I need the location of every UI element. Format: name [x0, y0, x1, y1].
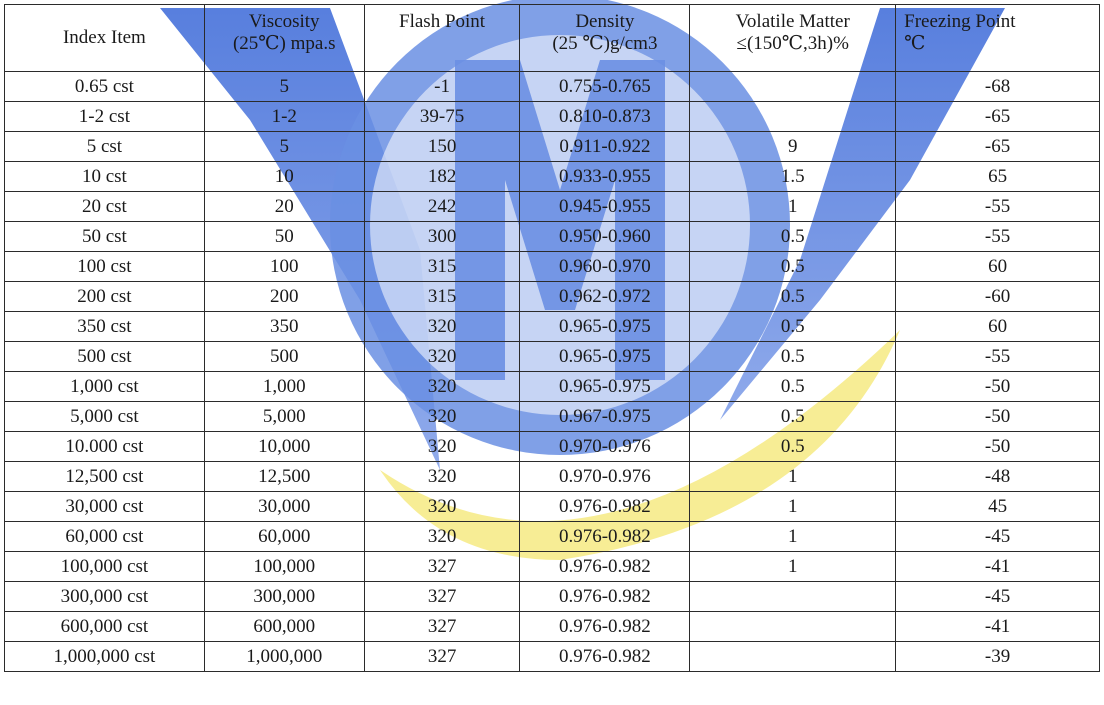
cell-index-item: 1-2 cst — [5, 102, 205, 132]
cell-index-item: 60,000 cst — [5, 522, 205, 552]
header-viscosity — [204, 5, 364, 72]
cell-viscosity: 20 — [204, 192, 364, 222]
cell-volatile-matter: 0.5 — [690, 252, 896, 282]
cell-viscosity: 12,500 — [204, 462, 364, 492]
cell-volatile-matter — [690, 612, 896, 642]
cell-freezing-point: -68 — [896, 72, 1100, 102]
cell-volatile-matter: 1 — [690, 522, 896, 552]
cell-flash-point: 315 — [364, 252, 520, 282]
cell-volatile-matter: 1 — [690, 492, 896, 522]
cell-viscosity: 5 — [204, 72, 364, 102]
table-row — [5, 72, 1100, 102]
header-index-item — [5, 5, 205, 72]
cell-viscosity: 60,000 — [204, 522, 364, 552]
cell-volatile-matter: 0.5 — [690, 372, 896, 402]
cell-flash-point: 320 — [364, 402, 520, 432]
cell-index-item: 12,500 cst — [5, 462, 205, 492]
cell-volatile-matter: 0.5 — [690, 222, 896, 252]
cell-index-item: 500 cst — [5, 342, 205, 372]
cell-index-item: 5 cst — [5, 132, 205, 162]
cell-density: 0.970-0.976 — [520, 462, 690, 492]
cell-index-item: 600,000 cst — [5, 612, 205, 642]
cell-flash-point: 320 — [364, 342, 520, 372]
cell-flash-point: 300 — [364, 222, 520, 252]
cell-index-item: 50 cst — [5, 222, 205, 252]
cell-density: 0.976-0.982 — [520, 492, 690, 522]
table-row — [5, 222, 1100, 252]
cell-index-item: 200 cst — [5, 282, 205, 312]
table-row — [5, 162, 1100, 192]
table-row — [5, 552, 1100, 582]
cell-index-item: 5,000 cst — [5, 402, 205, 432]
table-row — [5, 252, 1100, 282]
cell-viscosity: 50 — [204, 222, 364, 252]
cell-freezing-point: 60 — [896, 312, 1100, 342]
cell-index-item: 0.65 cst — [5, 72, 205, 102]
header-density-line2: (25 ℃)g/cm3 — [552, 33, 658, 54]
cell-density: 0.967-0.975 — [520, 402, 690, 432]
table-row — [5, 522, 1100, 552]
cell-density: 0.976-0.982 — [520, 582, 690, 612]
cell-volatile-matter — [690, 642, 896, 672]
table-row — [5, 492, 1100, 522]
cell-freezing-point: -41 — [896, 612, 1100, 642]
table-row — [5, 372, 1100, 402]
cell-viscosity: 350 — [204, 312, 364, 342]
cell-density: 0.950-0.960 — [520, 222, 690, 252]
cell-viscosity: 600,000 — [204, 612, 364, 642]
cell-viscosity: 200 — [204, 282, 364, 312]
cell-viscosity: 100 — [204, 252, 364, 282]
cell-density: 0.970-0.976 — [520, 432, 690, 462]
cell-index-item: 1,000,000 cst — [5, 642, 205, 672]
header-density-line1: Density — [575, 11, 635, 32]
cell-flash-point: 320 — [364, 462, 520, 492]
header-viscosity-line2: (25℃) mpa.s — [232, 33, 336, 54]
table-row — [5, 312, 1100, 342]
table-row — [5, 432, 1100, 462]
cell-volatile-matter — [690, 102, 896, 132]
cell-freezing-point: -55 — [896, 192, 1100, 222]
cell-freezing-point: 60 — [896, 252, 1100, 282]
header-index-item-label: Index Item — [62, 27, 146, 48]
header-volatile-line1: Volatile Matter — [735, 11, 850, 32]
cell-volatile-matter: 0.5 — [690, 282, 896, 312]
header-viscosity-line1: Viscosity — [248, 11, 320, 32]
cell-flash-point: 182 — [364, 162, 520, 192]
cell-density: 0.945-0.955 — [520, 192, 690, 222]
cell-freezing-point: -60 — [896, 282, 1100, 312]
header-row — [5, 5, 1100, 72]
cell-flash-point: 327 — [364, 552, 520, 582]
cell-viscosity: 1,000 — [204, 372, 364, 402]
cell-viscosity: 10,000 — [204, 432, 364, 462]
cell-volatile-matter: 1.5 — [690, 162, 896, 192]
cell-density: 0.965-0.975 — [520, 312, 690, 342]
cell-freezing-point: -65 — [896, 132, 1100, 162]
cell-viscosity: 1-2 — [204, 102, 364, 132]
cell-density: 0.755-0.765 — [520, 72, 690, 102]
cell-freezing-point: -45 — [896, 522, 1100, 552]
table-row — [5, 342, 1100, 372]
table-body — [5, 72, 1100, 672]
cell-viscosity: 5,000 — [204, 402, 364, 432]
cell-index-item: 100 cst — [5, 252, 205, 282]
header-flash-point — [364, 5, 520, 72]
cell-freezing-point: 45 — [896, 492, 1100, 522]
header-freezing-point — [896, 5, 1100, 72]
cell-volatile-matter — [690, 582, 896, 612]
cell-freezing-point: 65 — [896, 162, 1100, 192]
cell-volatile-matter: 0.5 — [690, 432, 896, 462]
cell-viscosity: 5 — [204, 132, 364, 162]
table-row — [5, 462, 1100, 492]
cell-density: 0.810-0.873 — [520, 102, 690, 132]
cell-viscosity: 100,000 — [204, 552, 364, 582]
cell-flash-point: 327 — [364, 612, 520, 642]
cell-flash-point: 320 — [364, 432, 520, 462]
cell-density: 0.965-0.975 — [520, 342, 690, 372]
header-freezing-line2: ℃ — [904, 33, 926, 54]
cell-freezing-point: -39 — [896, 642, 1100, 672]
table-row — [5, 642, 1100, 672]
cell-flash-point: 315 — [364, 282, 520, 312]
cell-freezing-point: -50 — [896, 402, 1100, 432]
table-row — [5, 192, 1100, 222]
specification-table — [4, 4, 1100, 672]
cell-index-item: 300,000 cst — [5, 582, 205, 612]
cell-flash-point: 320 — [364, 372, 520, 402]
cell-volatile-matter: 0.5 — [690, 342, 896, 372]
cell-density: 0.960-0.970 — [520, 252, 690, 282]
header-volatile-matter — [690, 5, 896, 72]
table-row — [5, 282, 1100, 312]
cell-freezing-point: -48 — [896, 462, 1100, 492]
cell-density: 0.976-0.982 — [520, 522, 690, 552]
table-row — [5, 582, 1100, 612]
cell-flash-point: 327 — [364, 642, 520, 672]
cell-index-item: 30,000 cst — [5, 492, 205, 522]
cell-freezing-point: -50 — [896, 372, 1100, 402]
cell-flash-point: 320 — [364, 492, 520, 522]
table-row — [5, 132, 1100, 162]
cell-flash-point: 320 — [364, 312, 520, 342]
cell-volatile-matter: 0.5 — [690, 402, 896, 432]
cell-density: 0.976-0.982 — [520, 552, 690, 582]
cell-index-item: 10.000 cst — [5, 432, 205, 462]
cell-viscosity: 500 — [204, 342, 364, 372]
cell-flash-point: 39-75 — [364, 102, 520, 132]
cell-volatile-matter: 1 — [690, 552, 896, 582]
cell-density: 0.965-0.975 — [520, 372, 690, 402]
header-flash-point-label: Flash Point — [399, 11, 486, 32]
cell-index-item: 350 cst — [5, 312, 205, 342]
cell-flash-point: 320 — [364, 522, 520, 552]
header-volatile-line2: ≤(150℃,3h)% — [736, 33, 849, 54]
cell-viscosity: 10 — [204, 162, 364, 192]
header-density — [520, 5, 690, 72]
cell-freezing-point: -55 — [896, 342, 1100, 372]
cell-index-item: 1,000 cst — [5, 372, 205, 402]
cell-volatile-matter: 9 — [690, 132, 896, 162]
cell-viscosity: 300,000 — [204, 582, 364, 612]
cell-freezing-point: -45 — [896, 582, 1100, 612]
cell-freezing-point: -65 — [896, 102, 1100, 132]
cell-density: 0.933-0.955 — [520, 162, 690, 192]
table-row — [5, 402, 1100, 432]
cell-density: 0.976-0.982 — [520, 642, 690, 672]
cell-volatile-matter: 0.5 — [690, 312, 896, 342]
table-row — [5, 612, 1100, 642]
cell-flash-point: -1 — [364, 72, 520, 102]
cell-freezing-point: -55 — [896, 222, 1100, 252]
cell-viscosity: 1,000,000 — [204, 642, 364, 672]
cell-index-item: 10 cst — [5, 162, 205, 192]
cell-flash-point: 242 — [364, 192, 520, 222]
cell-flash-point: 150 — [364, 132, 520, 162]
table-row — [5, 102, 1100, 132]
header-freezing-line1: Freezing Point — [904, 11, 1016, 32]
cell-volatile-matter: 1 — [690, 192, 896, 222]
cell-freezing-point: -41 — [896, 552, 1100, 582]
cell-density: 0.911-0.922 — [520, 132, 690, 162]
cell-viscosity: 30,000 — [204, 492, 364, 522]
cell-index-item: 100,000 cst — [5, 552, 205, 582]
cell-volatile-matter — [690, 72, 896, 102]
cell-flash-point: 327 — [364, 582, 520, 612]
cell-index-item: 20 cst — [5, 192, 205, 222]
cell-density: 0.962-0.972 — [520, 282, 690, 312]
cell-density: 0.976-0.982 — [520, 612, 690, 642]
cell-freezing-point: -50 — [896, 432, 1100, 462]
cell-volatile-matter: 1 — [690, 462, 896, 492]
